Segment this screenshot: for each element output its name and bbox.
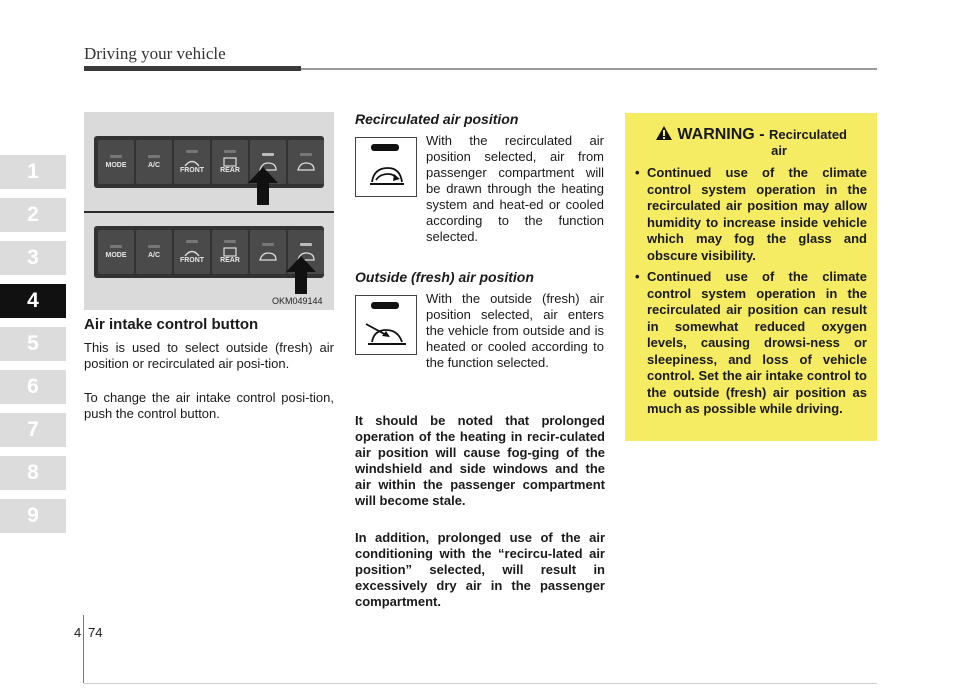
- fresh-air-icon: [364, 318, 410, 348]
- rear-defrost-key: REAR: [212, 230, 248, 274]
- chapter-tab-2[interactable]: 2: [0, 198, 66, 232]
- rear-defrost-icon: [222, 157, 238, 167]
- chapter-tab-6[interactable]: 6: [0, 370, 66, 404]
- divider-line: [84, 211, 334, 213]
- header-rule-dark: [84, 66, 301, 71]
- chapter-tab-8[interactable]: 8: [0, 456, 66, 490]
- warning-triangle-icon: [655, 125, 673, 141]
- footer-separator: [83, 615, 84, 683]
- warning-item: • Continued use of the climate control system operation in the recirculated air position may allow humidity to increase inside vehicle which may fog the glass and obscure visibility.: [635, 165, 867, 264]
- ac-key: A/C: [136, 140, 172, 184]
- front-defrost-key: FRONT: [174, 230, 210, 274]
- recirculated-icon-box: [355, 137, 417, 197]
- outside-description: With the outside (fresh) air position selected, air enters the vehicle from outside and is heated or cooled according to the function selected.: [426, 291, 604, 370]
- outside-heading: Outside (fresh) air position: [355, 269, 534, 285]
- climate-panel-illustration: [84, 112, 334, 310]
- warning-item: • Continued use of the climate control system operation in the recirculated air position can result in somewhat reduced oxygen levels, causing drowsi-ness or sleepiness, and loss of vehicle control. Set the air intake control to the outside (fresh) air position as much as possible while driving.: [635, 269, 867, 418]
- chapter-tab-3[interactable]: 3: [0, 241, 66, 275]
- warning-label: WARNING -: [677, 126, 769, 143]
- recirc-key: [250, 230, 286, 274]
- illustration-code: OKM049144: [272, 296, 323, 306]
- front-defrost-key: FRONT: [174, 140, 210, 184]
- fresh-air-icon: [295, 160, 317, 172]
- intro-paragraph: This is used to select outside (fresh) air position or recirculated air posi-tion.: [84, 340, 334, 371]
- note-paragraph-2: In addition, prolonged use of the air conditioning with the “recircu-lated air position” selected, will result in excessively dry air in the passenger compartment.: [355, 530, 605, 609]
- ac-key: A/C: [136, 230, 172, 274]
- chapter-tab-1[interactable]: 1: [0, 155, 66, 189]
- chapter-tab-4[interactable]: 4: [0, 284, 66, 318]
- chapter-tab-5[interactable]: 5: [0, 327, 66, 361]
- instruction-paragraph: To change the air intake control posi-tion, push the control button.: [84, 390, 334, 421]
- footer-section-number: 4: [74, 625, 82, 640]
- warning-list: [635, 165, 867, 423]
- recirculated-heading: Recirculated air position: [355, 111, 519, 127]
- mode-key: MODE: [98, 230, 134, 274]
- warning-box: [625, 113, 877, 441]
- mode-key: MODE: [98, 140, 134, 184]
- front-defrost-icon: [183, 247, 201, 257]
- warning-title: [625, 125, 877, 158]
- up-arrow-icon: [286, 256, 316, 294]
- front-defrost-icon: [183, 157, 201, 167]
- control-panel-top: [94, 136, 324, 188]
- header-rule-light: [301, 68, 877, 70]
- recirculate-icon: [366, 162, 408, 188]
- recirculate-icon: [257, 250, 279, 262]
- up-arrow-icon: [248, 167, 278, 205]
- footer-rule: [84, 683, 877, 684]
- warning-title-line2: air: [771, 143, 787, 158]
- section-heading: Air intake control button: [84, 316, 259, 333]
- chapter-tab-7[interactable]: 7: [0, 413, 66, 447]
- note-paragraph-1: It should be noted that prolonged operation of the heating in recir-culated air position will cause fog-ging of the windshield and side windows and the air within the passenger compartment will become stale.: [355, 413, 605, 508]
- outside-icon-box: [355, 295, 417, 355]
- footer-page-number: 74: [88, 625, 103, 640]
- rear-defrost-icon: [222, 247, 238, 257]
- fresh-air-key: [288, 140, 324, 184]
- warning-title-line1: Recirculated: [768, 127, 848, 142]
- rear-defrost-key: REAR: [212, 140, 248, 184]
- recirculated-description: With the recirculated air position selected, air from passenger compartment will be drawn through the heating system and heat-ed or cooled according to the function selected.: [426, 133, 604, 244]
- chapter-tab-9[interactable]: 9: [0, 499, 66, 533]
- running-header-title: Driving your vehicle: [84, 44, 226, 63]
